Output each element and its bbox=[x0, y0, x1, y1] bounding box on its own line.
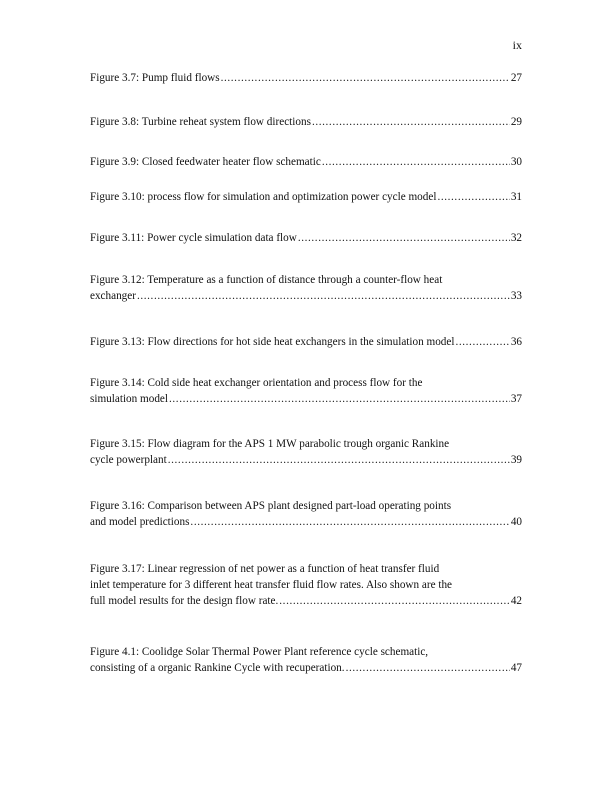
entry-page-number: 33 bbox=[510, 290, 522, 302]
dot-leader bbox=[168, 452, 510, 468]
entry-text: consisting of a organic Rankine Cycle with recuperation. bbox=[90, 662, 345, 674]
toc-entry-3-17 bbox=[90, 561, 522, 609]
entry-text-line: Figure 4.1: Coolidge Solar Thermal Power Plant reference cycle schematic, bbox=[90, 646, 429, 658]
dot-leader bbox=[322, 154, 510, 170]
entry-page-number: 42 bbox=[510, 595, 522, 607]
entry-text: exchanger bbox=[90, 290, 136, 302]
entry-page-number: 29 bbox=[510, 116, 522, 128]
toc-entry-3-14 bbox=[90, 375, 522, 407]
entry-page-number: 40 bbox=[510, 516, 522, 528]
entry-page-number: 47 bbox=[510, 662, 522, 674]
page-number: ix bbox=[512, 38, 522, 52]
entry-text: full model results for the design flow rate. bbox=[90, 595, 279, 607]
toc-entry-3-10 bbox=[90, 189, 522, 205]
dot-leader bbox=[137, 288, 510, 304]
entry-leader-line bbox=[90, 154, 522, 170]
entry-text: Figure 3.8: Turbine reheat system flow directions bbox=[90, 116, 311, 128]
dot-leader bbox=[346, 660, 510, 676]
entry-text-line: Figure 3.14: Cold side heat exchanger orientation and process flow for the bbox=[90, 377, 423, 389]
entry-text: Figure 3.11: Power cycle simulation data flow bbox=[90, 232, 297, 244]
entry-text-line: inlet temperature for 3 different heat transfer fluid flow rates. Also shown are the bbox=[90, 579, 453, 591]
toc-entry-3-8 bbox=[90, 114, 522, 130]
dot-leader bbox=[298, 230, 510, 246]
entry-page-number: 27 bbox=[510, 72, 522, 84]
toc-entry-3-11 bbox=[90, 230, 522, 246]
entry-text-line: Figure 3.12: Temperature as a function of distance through a counter-flow heat bbox=[90, 274, 443, 286]
entry-leader-line bbox=[90, 334, 522, 350]
toc-entry-3-13 bbox=[90, 334, 522, 350]
toc-entry-3-7 bbox=[90, 70, 522, 86]
entry-text: simulation model bbox=[90, 393, 168, 405]
entry-page-number: 36 bbox=[510, 336, 522, 348]
dot-leader bbox=[455, 334, 509, 350]
toc-entry-3-12 bbox=[90, 272, 522, 304]
dot-leader bbox=[279, 593, 510, 609]
entry-text-line: Figure 3.15: Flow diagram for the APS 1 MW parabolic trough organic Rankine bbox=[90, 438, 450, 450]
toc-entry-4-1 bbox=[90, 644, 522, 676]
entry-text: and model predictions bbox=[90, 516, 190, 528]
entry-leader-line bbox=[90, 593, 522, 609]
entry-page-number: 39 bbox=[510, 454, 522, 466]
entry-page-number: 30 bbox=[510, 156, 522, 168]
entry-text: Figure 3.13: Flow directions for hot side heat exchangers in the simulation model bbox=[90, 336, 455, 348]
dot-leader bbox=[312, 114, 510, 130]
entry-text: cycle powerplant bbox=[90, 454, 167, 466]
entry-page-number: 31 bbox=[510, 191, 522, 203]
entry-leader-line bbox=[90, 660, 522, 676]
dot-leader bbox=[437, 189, 509, 205]
dot-leader bbox=[221, 70, 510, 86]
dot-leader bbox=[169, 391, 510, 407]
toc-entry-3-15 bbox=[90, 436, 522, 468]
entry-text-line: Figure 3.16: Comparison between APS plant designed part-load operating points bbox=[90, 500, 452, 512]
entry-leader-line bbox=[90, 114, 522, 130]
entry-text: Figure 3.9: Closed feedwater heater flow schematic bbox=[90, 156, 321, 168]
toc-entry-3-16 bbox=[90, 498, 522, 530]
entry-leader-line bbox=[90, 514, 522, 530]
entry-leader-line bbox=[90, 70, 522, 86]
entry-leader-line bbox=[90, 391, 522, 407]
entry-text-line: Figure 3.17: Linear regression of net power as a function of heat transfer fluid bbox=[90, 563, 440, 575]
dot-leader bbox=[190, 514, 509, 530]
toc-entry-3-9 bbox=[90, 154, 522, 170]
entry-page-number: 32 bbox=[510, 232, 522, 244]
entry-leader-line bbox=[90, 189, 522, 205]
entry-text: Figure 3.10: process flow for simulation and optimization power cycle model bbox=[90, 191, 437, 203]
entry-leader-line bbox=[90, 288, 522, 304]
entry-page-number: 37 bbox=[510, 393, 522, 405]
entry-leader-line bbox=[90, 452, 522, 468]
entry-leader-line bbox=[90, 230, 522, 246]
entry-text: Figure 3.7: Pump fluid flows bbox=[90, 72, 220, 84]
